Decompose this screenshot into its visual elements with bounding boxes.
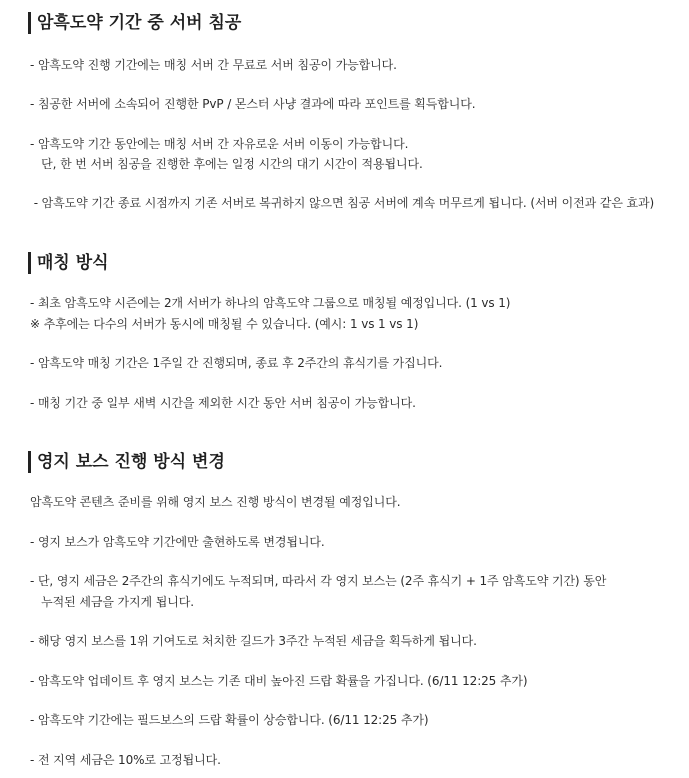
list-item: - 최초 암흑도약 시즌에는 2개 서버가 하나의 암흑도약 그룹으로 매칭될 예정입니다. (1 vs 1) bbox=[30, 296, 511, 310]
section-title-matching: 매칭 방식 bbox=[28, 252, 109, 274]
list-item: - 암흑도약 기간 동안에는 매칭 서버 간 자유로운 서버 이동이 가능합니다. bbox=[30, 137, 409, 151]
list-item: - 전 지역 세금은 10%로 고정됩니다. bbox=[30, 753, 221, 767]
list-item: - 암흑도약 기간에는 필드보스의 드랍 확률이 상승합니다. (6/11 12:25 추가) bbox=[30, 713, 429, 727]
list-item: - 암흑도약 기간 종료 시점까지 기존 서버로 복귀하지 않으면 침공 서버에 계속 머무르게 됩니다. (서버 이전과 같은 효과) bbox=[30, 196, 655, 210]
list-item: - 암흑도약 업데이트 후 영지 보스는 기존 대비 높아진 드랍 확률을 가집니다. (6/11 12:25 추가) bbox=[30, 674, 528, 688]
note-item: ※ 추후에는 다수의 서버가 동시에 매칭될 수 있습니다. (예시: 1 vs 1 vs 1) bbox=[30, 317, 419, 331]
list-item: - 암흑도약 진행 기간에는 매칭 서버 간 무료로 서버 침공이 가능합니다. bbox=[30, 58, 397, 72]
list-item: - 매칭 기간 중 일부 새벽 시간을 제외한 시간 동안 서버 침공이 가능합니다. bbox=[30, 396, 416, 410]
list-item: - 영지 보스가 암흑도약 기간에만 출현하도록 변경됩니다. bbox=[30, 535, 325, 549]
intro-text: 암흑도약 콘텐츠 준비를 위해 영지 보스 진행 방식이 변경될 예정입니다. bbox=[30, 495, 401, 509]
list-item: - 침공한 서버에 소속되어 진행한 PvP / 몬스터 사냥 결과에 따라 포인트를 획득합니다. bbox=[30, 97, 476, 111]
list-item: - 단, 영지 세금은 2주간의 휴식기에도 누적되며, 따라서 각 영지 보스는 (2주 휴식기 + 1주 암흑도약 기간) 동안 bbox=[30, 574, 607, 588]
list-item-continuation: 단, 한 번 서버 침공을 진행한 후에는 일정 시간의 대기 시간이 적용됩니다. bbox=[30, 157, 423, 171]
list-item: - 해당 영지 보스를 1위 기여도로 처치한 길드가 3주간 누적된 세금을 획득하게 됩니다. bbox=[30, 634, 477, 648]
list-item: - 암흑도약 매칭 기간은 1주일 간 진행되며, 종료 후 2주간의 휴식기를 가집니다. bbox=[30, 356, 443, 370]
section-title-server-invasion: 암흑도약 기간 중 서버 침공 bbox=[28, 12, 241, 34]
section-title-territory-boss: 영지 보스 진행 방식 변경 bbox=[28, 451, 225, 473]
list-item-continuation: 누적된 세금을 가지게 됩니다. bbox=[30, 595, 194, 609]
